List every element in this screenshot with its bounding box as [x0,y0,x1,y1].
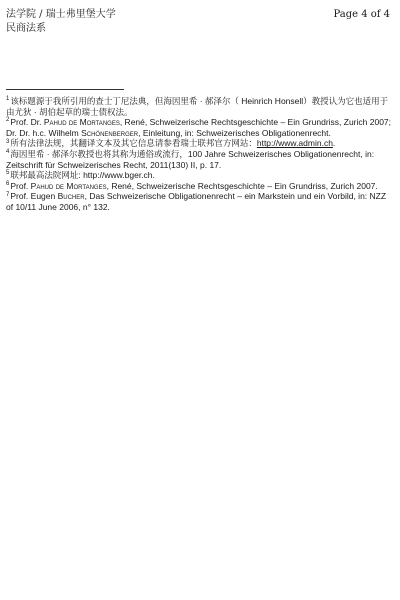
footnote-3 [6,138,394,149]
footnote-text: Prof. Dr. [10,117,44,128]
footnote-4 [6,149,394,170]
footnote-6 [6,181,394,192]
footnote-number: 5 [6,170,10,177]
footnote-text: 该标题源于我所引用的查士丁尼法典，但海因里希 · 郝泽尔（ Heinrich Honsell）教授认为它也适用于由尤狄 · 胡伯起草的瑞士债权法。 [6,96,389,117]
footnote-text: , Einleitung, in: Schweizerisches Obligationenrecht. [138,127,331,138]
footnote-2 [6,117,394,138]
footnote-separator [6,89,124,90]
footnote-1 [6,96,394,117]
footnote-text: , René, Schweizerische Rechtsgeschichte – Ein Grundriss, Zurich 2007; Dr. Dr. h.c. Wilhelm [6,117,392,138]
author-name: Bucher [57,191,85,202]
author-name: Schönenberger [81,127,139,138]
footnote-number: 4 [6,149,10,156]
page-header [6,8,116,36]
footnote-number: 1 [6,96,10,103]
admin-website-link[interactable]: http://www.admin.ch [256,138,333,149]
footnotes [6,96,394,213]
footnote-text: 联邦最高法院网址: http://www.bger.ch. [10,170,155,181]
footnote-7 [6,191,394,212]
footnote-text: Prof. [10,180,31,191]
footnote-number: 3 [6,138,10,145]
author-name: Pahud de Mortanges [30,180,107,191]
footnote-text: , Das Schweizerische Obligationenrecht – ein Markstein und ein Vorbild, in: NZZ of 10/11 June 2006, n° 132. [6,191,387,212]
author-name: Pahud de Mortanges [43,117,120,128]
header-department: 民商法系 [6,23,46,34]
footnote-number: 7 [6,191,10,198]
page-number: Page 4 of 4 [333,9,390,20]
header-institution: 法学院 / 瑞士弗里堡大学 [6,9,116,20]
footnote-text: Prof. Eugen [10,191,58,202]
footnote-number: 6 [6,180,10,187]
footnote-text: 所有法律法规，其翻译文本及其它信息请参看瑞士联邦官方网站： [10,138,257,149]
footnote-text: . [332,138,336,149]
footnote-text: , René, Schweizerische Rechtsgeschichte – Ein Grundriss, Zurich 2007. [106,180,378,191]
footnote-text: 海因里希 · 郝泽尔教授也将其称为通俗或流行，100 Jahre Schweizerisches Obligationenrecht, in: Zeitschrift für Schweizerisches Recht, 2011(130) II, p. 17. [6,148,375,170]
footnote-number: 2 [6,117,10,124]
footnote-5 [6,170,394,181]
